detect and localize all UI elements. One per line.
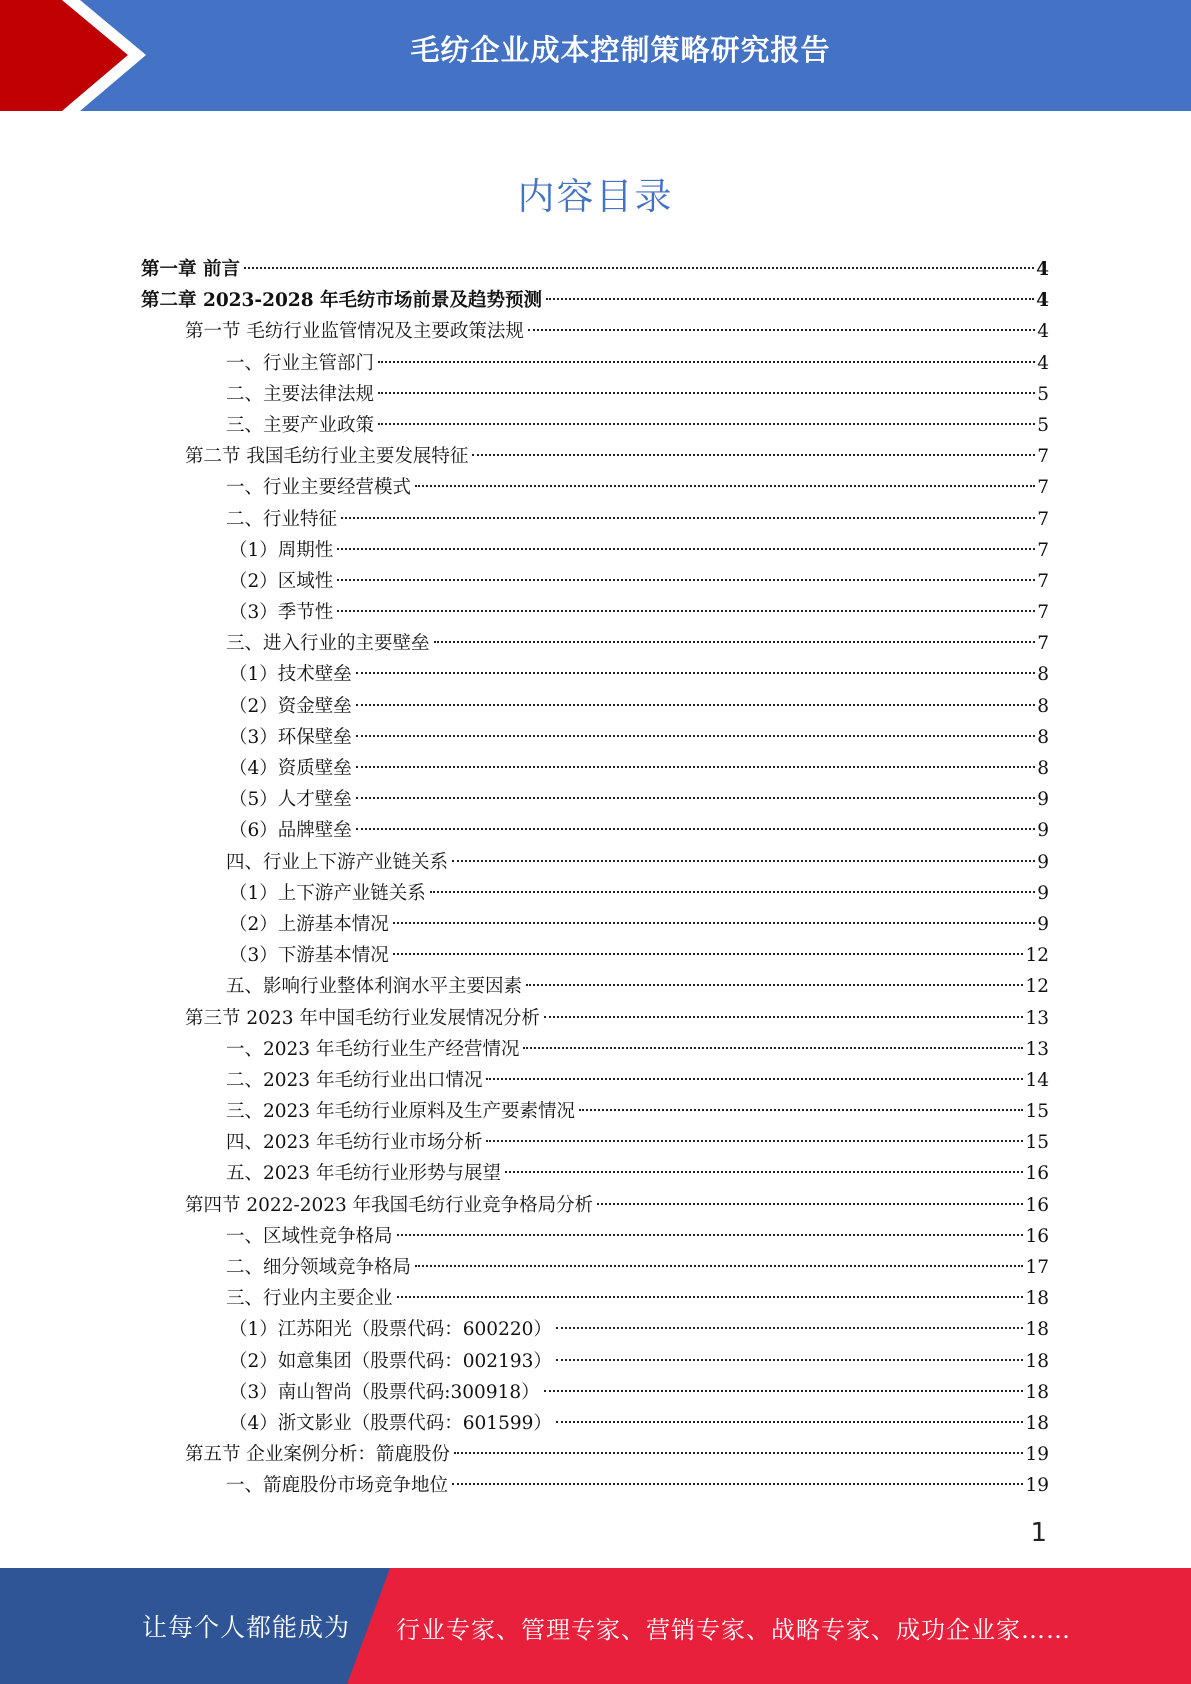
toc-entry[interactable] — [141, 1221, 1049, 1252]
toc-entry-page: 15 — [1025, 1101, 1049, 1123]
toc-entry-page: 12 — [1025, 945, 1049, 967]
toc-dot-leader — [452, 860, 1035, 862]
toc-entry-page: 9 — [1037, 820, 1049, 842]
toc-entry-title: （6）品牌壁垒 — [229, 820, 352, 842]
toc-dot-leader — [544, 1016, 1024, 1018]
toc-entry[interactable] — [141, 971, 1049, 1002]
toc-entry[interactable] — [141, 847, 1049, 878]
toc-entry-title: （3）下游基本情况 — [229, 945, 389, 967]
toc-dot-leader — [556, 1327, 1024, 1329]
toc-dot-leader — [415, 485, 1035, 487]
toc-entry-page: 13 — [1025, 1007, 1049, 1029]
toc-dot-leader — [415, 1265, 1023, 1267]
toc-entry[interactable] — [141, 1096, 1049, 1127]
toc-entry-title: （2）如意集团（股票代码：002193） — [229, 1350, 552, 1372]
toc-dot-leader — [523, 1047, 1023, 1049]
toc-entry-page: 7 — [1037, 508, 1049, 530]
toc-entry-title: 第三节 2023 年中国毛纺行业发展情况分析 — [185, 1007, 540, 1029]
toc-entry[interactable] — [141, 1158, 1049, 1189]
toc-entry-page: 16 — [1025, 1194, 1049, 1216]
toc-entry-title: 五、影响行业整体利润水平主要因素 — [226, 976, 523, 998]
footer-slogan-right: 行业专家、管理专家、营销专家、战略专家、成功企业家…… — [396, 1616, 1071, 1644]
toc-entry-page: 4 — [1037, 352, 1049, 374]
toc-entry[interactable] — [141, 940, 1049, 971]
toc-entry-title: 二、细分领域竞争格局 — [226, 1257, 412, 1278]
toc-entry[interactable] — [141, 441, 1049, 472]
toc-entry-title: 三、行业内主要企业 — [226, 1288, 393, 1310]
toc-entry[interactable] — [141, 1003, 1049, 1034]
toc-dot-leader — [356, 766, 1035, 768]
toc-entry[interactable] — [141, 1283, 1049, 1314]
toc-entry-title: 一、箭鹿股份市场竞争地位 — [226, 1475, 449, 1497]
toc-entry[interactable] — [141, 1377, 1049, 1408]
toc-entry[interactable] — [141, 285, 1049, 316]
toc-entry-page: 7 — [1037, 570, 1049, 592]
toc-entry-page: 7 — [1037, 539, 1049, 561]
toc-entry-page: 18 — [1025, 1288, 1049, 1310]
toc-dot-leader — [356, 797, 1035, 799]
toc-entry-title: 三、主要产业政策 — [226, 414, 375, 436]
page-number: 1 — [1030, 1518, 1047, 1548]
header-banner — [0, 0, 1191, 111]
toc-entry[interactable] — [141, 504, 1049, 535]
toc-entry-title: 四、2023 年毛纺行业市场分析 — [226, 1132, 483, 1154]
toc-entry[interactable] — [141, 1439, 1049, 1470]
toc-dot-leader — [378, 423, 1035, 425]
toc-dot-leader — [454, 1452, 1024, 1454]
toc-dot-leader — [434, 641, 1036, 643]
toc-dot-leader — [356, 704, 1035, 706]
toc-entry[interactable] — [141, 316, 1049, 347]
toc-entry[interactable] — [141, 1034, 1049, 1065]
toc-entry-title: 第二节 我国毛纺行业主要发展特征 — [185, 446, 469, 468]
toc-entry[interactable] — [141, 1470, 1049, 1501]
toc-entry-title: （2）资金壁垒 — [229, 695, 352, 717]
toc-dot-leader — [505, 1171, 1023, 1173]
toc-dot-leader — [526, 984, 1023, 986]
toc-entry-page: 19 — [1025, 1444, 1049, 1466]
toc-dot-leader — [378, 392, 1035, 394]
toc-entry[interactable] — [141, 784, 1049, 815]
toc-entry-title: （3）环保壁垒 — [229, 726, 352, 748]
toc-dot-leader — [472, 454, 1035, 456]
toc-dot-leader — [337, 548, 1035, 550]
toc-entry-page: 5 — [1037, 383, 1049, 405]
toc-entry-title: 二、主要法律法规 — [226, 383, 375, 405]
toc-entry-title: 四、行业上下游产业链关系 — [226, 851, 449, 873]
toc-entry[interactable] — [141, 909, 1049, 940]
toc-dot-leader — [337, 579, 1035, 581]
toc-dot-leader — [546, 298, 1034, 300]
toc-entry[interactable] — [141, 628, 1049, 659]
toc-entry-title: 第一章 前言 — [141, 259, 240, 280]
toc-entry-title: 一、区域性竞争格局 — [226, 1225, 393, 1247]
toc-entry-title: （2）上游基本情况 — [229, 913, 389, 935]
toc-entry-page: 9 — [1037, 851, 1049, 873]
toc-entry[interactable] — [141, 1408, 1049, 1439]
toc-dot-leader — [486, 1078, 1023, 1080]
toc-entry-page: 4 — [1037, 321, 1049, 343]
toc-dot-leader — [244, 267, 1034, 269]
toc-entry-title: （4）资质壁垒 — [229, 758, 352, 779]
toc-entry-page: 7 — [1037, 477, 1049, 499]
toc-entry-page: 16 — [1025, 1163, 1049, 1185]
toc-entry-page: 12 — [1025, 976, 1049, 998]
toc-entry[interactable] — [141, 472, 1049, 503]
toc-entry-title: （1）技术壁垒 — [229, 664, 352, 686]
toc-entry-page: 17 — [1025, 1257, 1049, 1278]
toc-entry-page: 18 — [1025, 1350, 1049, 1372]
toc-entry-page: 14 — [1025, 1069, 1049, 1091]
toc-entry-title: 第四节 2022-2023 年我国毛纺行业竞争格局分析 — [185, 1194, 594, 1216]
toc-entry-title: （1）江苏阳光（股票代码：600220） — [229, 1319, 552, 1341]
toc-dot-leader — [337, 610, 1035, 612]
toc-entry-title: （4）浙文影业（股票代码：601599） — [229, 1412, 552, 1434]
toc-entry-title: 二、行业特征 — [226, 508, 338, 530]
toc-entry-page: 8 — [1037, 695, 1049, 717]
toc-entry[interactable] — [141, 691, 1049, 722]
toc-entry-page: 7 — [1037, 633, 1049, 655]
toc-dot-leader — [397, 1234, 1024, 1236]
toc-entry-title: 二、2023 年毛纺行业出口情况 — [226, 1069, 483, 1091]
toc-entry[interactable] — [141, 722, 1049, 753]
toc-dot-leader — [528, 329, 1035, 331]
toc-dot-leader — [341, 517, 1035, 519]
toc-entry-title: 五、2023 年毛纺行业形势与展望 — [226, 1163, 501, 1185]
toc-entry[interactable] — [141, 878, 1049, 909]
toc-dot-leader — [579, 1109, 1023, 1111]
toc-entry-page: 18 — [1025, 1412, 1049, 1434]
toc-entry[interactable] — [141, 597, 1049, 628]
footer-slogan-left: 让每个人都能成为 — [142, 1613, 351, 1642]
toc-dot-leader — [544, 1390, 1024, 1392]
toc-entry-title: 第五节 企业案例分析：箭鹿股份 — [185, 1444, 450, 1466]
toc-entry[interactable] — [141, 348, 1049, 379]
toc-entry-page: 9 — [1037, 913, 1049, 935]
toc-dot-leader — [486, 1140, 1023, 1142]
toc-entry-title: （1）周期性 — [229, 539, 334, 561]
toc-entry-title: 一、行业主管部门 — [226, 352, 375, 374]
toc-entry[interactable] — [141, 1127, 1049, 1158]
toc-entry-title: （3）季节性 — [229, 602, 334, 624]
toc-dot-leader — [452, 1483, 1023, 1485]
toc-entry-title: （2）区域性 — [229, 570, 334, 592]
toc-entry-page: 7 — [1037, 446, 1049, 468]
report-title: 毛纺企业成本控制策略研究报告 — [410, 33, 831, 67]
toc-entry-title: 第一节 毛纺行业监管情况及主要政策法规 — [185, 321, 524, 343]
toc-dot-leader — [556, 1359, 1024, 1361]
toc-entry-title: 三、2023 年毛纺行业原料及生产要素情况 — [226, 1101, 575, 1123]
toc-entry-page: 19 — [1025, 1475, 1049, 1497]
toc-entry-title: （1）上下游产业链关系 — [229, 882, 426, 904]
toc-entry-page: 8 — [1037, 726, 1049, 748]
toc-entry-page: 4 — [1036, 259, 1049, 280]
toc-entry-title: 一、2023 年毛纺行业生产经营情况 — [226, 1038, 520, 1060]
toc-entry-title: （5）人才壁垒 — [229, 789, 352, 811]
table-of-contents — [141, 254, 1049, 1502]
toc-entry-title: 一、行业主要经营模式 — [226, 477, 412, 499]
toc-entry[interactable] — [141, 1065, 1049, 1096]
toc-dot-leader — [393, 953, 1024, 955]
toc-entry-page: 9 — [1037, 789, 1049, 811]
toc-entry-page: 7 — [1037, 602, 1049, 624]
toc-dot-leader — [356, 735, 1035, 737]
toc-entry-page: 18 — [1025, 1381, 1049, 1403]
toc-entry-page: 18 — [1025, 1319, 1049, 1341]
toc-entry-page: 8 — [1037, 758, 1049, 779]
toc-entry-title: （3）南山智尚（股票代码:300918） — [229, 1381, 540, 1403]
toc-entry-title: 第二章 2023-2028 年毛纺市场前景及趋势预测 — [141, 290, 543, 312]
toc-entry-page: 16 — [1025, 1225, 1049, 1247]
toc-entry[interactable] — [141, 535, 1049, 566]
toc-entry[interactable] — [141, 659, 1049, 690]
toc-entry-page: 15 — [1025, 1132, 1049, 1154]
toc-entry[interactable] — [141, 1190, 1049, 1221]
toc-dot-leader — [356, 672, 1035, 674]
toc-entry[interactable] — [141, 1314, 1049, 1345]
toc-entry-page: 4 — [1036, 290, 1049, 312]
toc-entry-page: 13 — [1025, 1038, 1049, 1060]
toc-entry[interactable] — [141, 815, 1049, 846]
toc-heading: 内容目录 — [517, 175, 674, 218]
toc-entry[interactable] — [141, 566, 1049, 597]
toc-dot-leader — [393, 922, 1035, 924]
toc-entry[interactable] — [141, 379, 1049, 410]
toc-entry[interactable] — [141, 410, 1049, 441]
toc-dot-leader — [430, 891, 1035, 893]
toc-entry[interactable] — [141, 1252, 1049, 1283]
toc-entry[interactable] — [141, 254, 1049, 285]
toc-dot-leader — [356, 828, 1035, 830]
toc-entry-page: 9 — [1037, 882, 1049, 904]
toc-entry-page: 8 — [1037, 664, 1049, 686]
toc-entry-title: 三、进入行业的主要壁垒 — [226, 633, 430, 655]
toc-dot-leader — [556, 1421, 1024, 1423]
toc-dot-leader — [397, 1296, 1024, 1298]
footer-banner — [0, 1568, 1191, 1684]
toc-dot-leader — [597, 1203, 1023, 1205]
toc-entry[interactable] — [141, 1346, 1049, 1377]
toc-dot-leader — [378, 361, 1035, 363]
toc-entry-page: 5 — [1037, 414, 1049, 436]
toc-entry[interactable] — [141, 753, 1049, 784]
